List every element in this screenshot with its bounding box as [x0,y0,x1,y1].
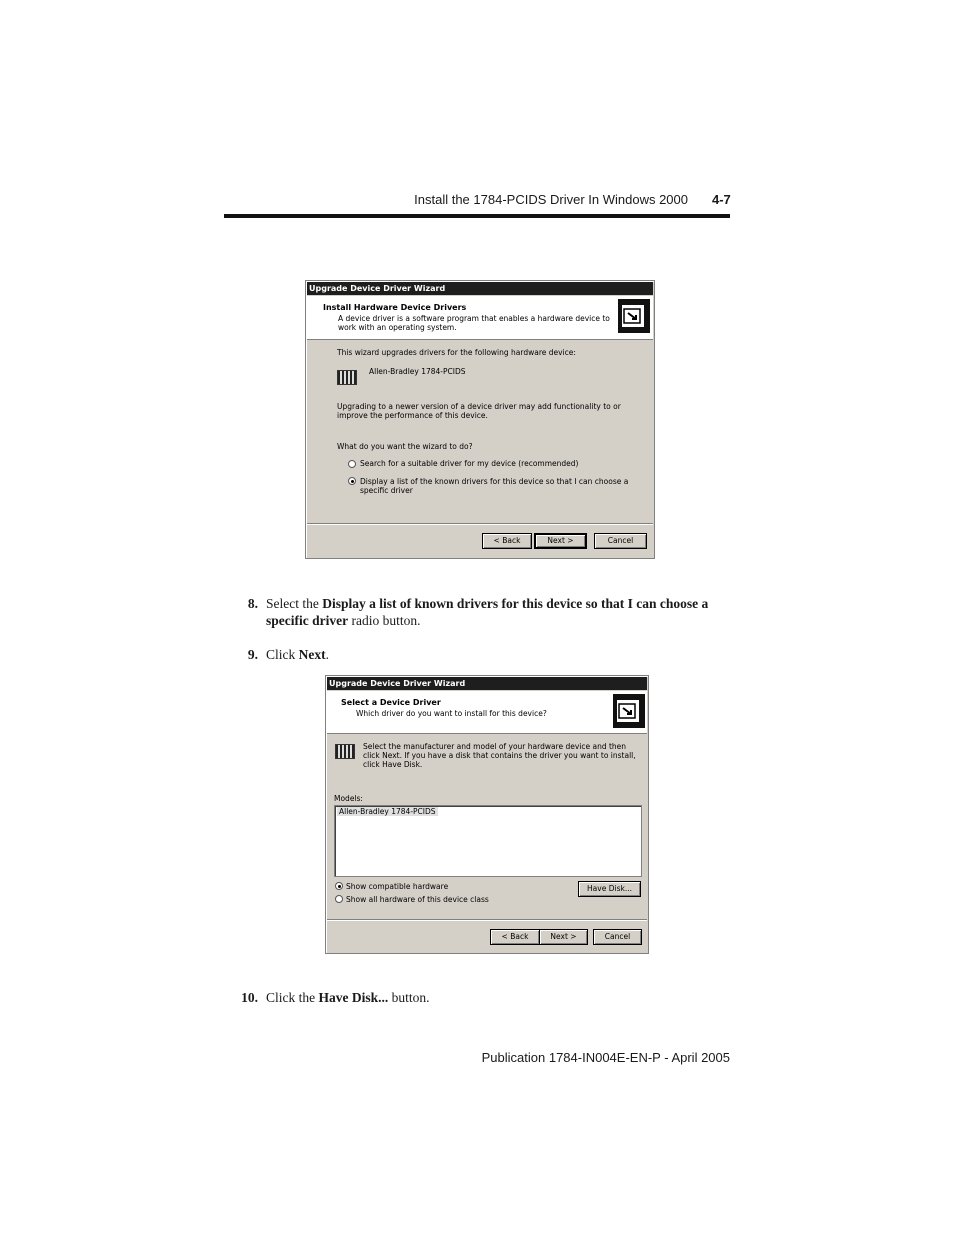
have-disk-button[interactable]: Have Disk... [578,881,641,897]
option-display-label[interactable]: Display a list of the known drivers for this device so that I can choose a specific driver [360,477,629,495]
hardware-device-icon [337,370,357,385]
dialog-title-bar: Upgrade Device Driver Wizard [327,677,647,690]
step-text [266,595,728,629]
step-text-post: radio button. [348,613,421,628]
step-number: 10. [241,990,258,1005]
radio-all-hardware[interactable] [335,895,343,903]
step-text-pre: Select the [266,596,323,611]
dialog-heading: Select a Device Driver [341,698,441,707]
upgrade-wizard-dialog-select-driver [325,675,649,954]
device-name: Allen-Bradley 1784-PCIDS [369,367,466,376]
step-text-pre: Click [266,647,299,662]
wizard-icon [618,299,650,333]
step-number: 9. [247,647,258,662]
back-button[interactable]: < Back [482,533,532,549]
select-instructions: Select the manufacturer and model of your hardware device and then click Next. If you have a disk that contains the driver you want to install, click Have Disk. [363,742,636,769]
back-button[interactable]: < Back [490,929,540,945]
cancel-button[interactable]: Cancel [593,929,642,945]
models-label: Models: [334,794,363,803]
dialog-subheading: Which driver do you want to install for this device? [356,709,547,718]
wizard-question: What do you want the wizard to do? [337,442,473,451]
running-header-title: Install the 1784-PCIDS Driver In Windows 2000 [414,192,688,207]
publication-footer: Publication 1784-IN004E-EN-P - April 2005 [481,1050,730,1065]
step-text-post: . [325,647,329,662]
step-text [266,646,329,663]
radio-search-driver[interactable] [348,460,356,468]
upgrade-wizard-dialog-install [305,280,655,559]
upgrade-note-text: Upgrading to a newer version of a device driver may add functionality to or improve the performance of this device. [337,402,621,420]
page-number: 4-7 [712,192,731,207]
step-text-bold: Have Disk... [318,990,389,1005]
step-text-bold: Display a list of known drivers for this device so that I can choose a specific driver [266,596,709,628]
hardware-device-icon [335,744,355,759]
dialog-header-panel [327,691,647,734]
option-search-label[interactable]: Search for a suitable driver for my device (recommended) [360,459,579,468]
step-number: 8. [247,596,258,611]
dialog-subheading: A device driver is a software program that enables a hardware device to work with an operating system. [338,314,610,332]
step-text-bold: Next [298,647,326,662]
step-9 [0,646,954,664]
dialog-heading: Install Hardware Device Drivers [323,303,467,312]
step-8 [0,595,954,631]
step-text [266,989,430,1006]
model-list-item[interactable]: Allen-Bradley 1784-PCIDS [339,807,436,816]
step-10 [0,989,954,1007]
models-listbox[interactable] [334,805,642,877]
radio-display-list[interactable] [348,477,356,485]
radio-compatible-hardware[interactable] [335,882,343,890]
next-button[interactable]: Next > [539,929,588,945]
next-button[interactable]: Next > [534,533,587,549]
dialog-title-bar: Upgrade Device Driver Wizard [307,282,653,295]
dialog-separator [327,919,647,921]
step-text-post: button. [388,990,430,1005]
option-compatible-label[interactable]: Show compatible hardware [346,882,449,891]
header-rule [224,214,730,218]
step-text-pre: Click the [266,990,319,1005]
wizard-icon [613,694,645,728]
wizard-intro-text: This wizard upgrades drivers for the following hardware device: [337,348,576,357]
option-all-label[interactable]: Show all hardware of this device class [346,895,489,904]
cancel-button[interactable]: Cancel [594,533,647,549]
dialog-header-panel [307,296,653,340]
dialog-separator [307,523,653,525]
